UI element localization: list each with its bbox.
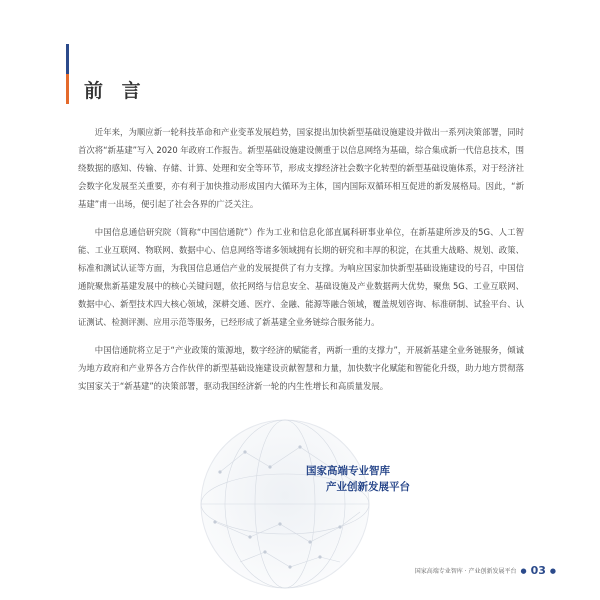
footer-bullet-icon-2: ● (549, 566, 556, 575)
page-footer (415, 564, 556, 577)
page-number: 03 (530, 564, 546, 577)
footer-bullet-icon: ● (520, 566, 527, 575)
slogan-line-2: 产业创新发展平台 (326, 481, 410, 493)
paragraph-3: 中国信通院将立足于“产业政策的策源地，数字经济的赋能者，两新一重的支撑力”，开展新基建全业务链服务，倾诚为地方政府和产业界各方合作伙伴的新型基础设施建设贡献智慧和力量，加快数字化赋能和智能化升级，助力地方贯彻落实国家关于“新基建”的决策部署，驱动我国经济新一轮的内生性增长和高质量发展。 (78, 345, 524, 391)
slogan (306, 463, 410, 495)
slogan-line-1: 国家高端专业智库 (306, 465, 390, 477)
title-accent-bar-orange (66, 74, 69, 104)
paragraph-2: 中国信息通信研究院（简称“中国信通院”）作为工业和信息化部直属科研事业单位，在新基建所涉及的5G、人工智能、工业互联网、物联网、数据中心、信息网络等诸多领域拥有长期的研究和丰厚的积淀，在其重大战略、规划、政策、标准和测试认证等方面，为我国信息通信产业的发展提供了有力支撑。为响应国家加快新型基础设施建设的号召，中国信通院聚焦新基建发展中的核心关键问题，依托网络与信息安全、基础设施及产业数据两大优势，聚焦 5G、工业互联网、数据中心、新型技术四大核心领域，深耕交通、医疗、金融、能源等融合领域，覆盖规划咨询、标准研制、试验平台、认证测试、检测评测、应用示范等服务，已经形成了新基建全业务链综合服务能力。 (78, 227, 524, 327)
footer-text: 国家高端专业智库 · 产业创新发展平台 (414, 568, 517, 575)
globe-network-graphic (190, 412, 390, 592)
paragraph-1: 近年来，为顺应新一轮科技革命和产业变革发展趋势，国家提出加快新型基础设施建设并做出一系列决策部署，同时首次将“新基建”写入 2020 年政府工作报告。新型基础设施建设侧重于以信息网络为基础，综合集成新一代信息技术，围绕数据的感知、传输、存储、计算、处理和安全等环节，形成支撑经济社会数字化转型的新型基础设施体系，对于经济社会数字化发展至关重要，亦有利于加快推动形成国内大循环为主体，国内国际双循环相互促进的新发展格局。因此，“新基建”甫一出场，便引起了社会各界的广泛关注。 (78, 127, 524, 209)
page-title: 前 言 (84, 80, 147, 102)
title-accent-bar-blue (66, 44, 69, 74)
preface-body (78, 123, 524, 405)
